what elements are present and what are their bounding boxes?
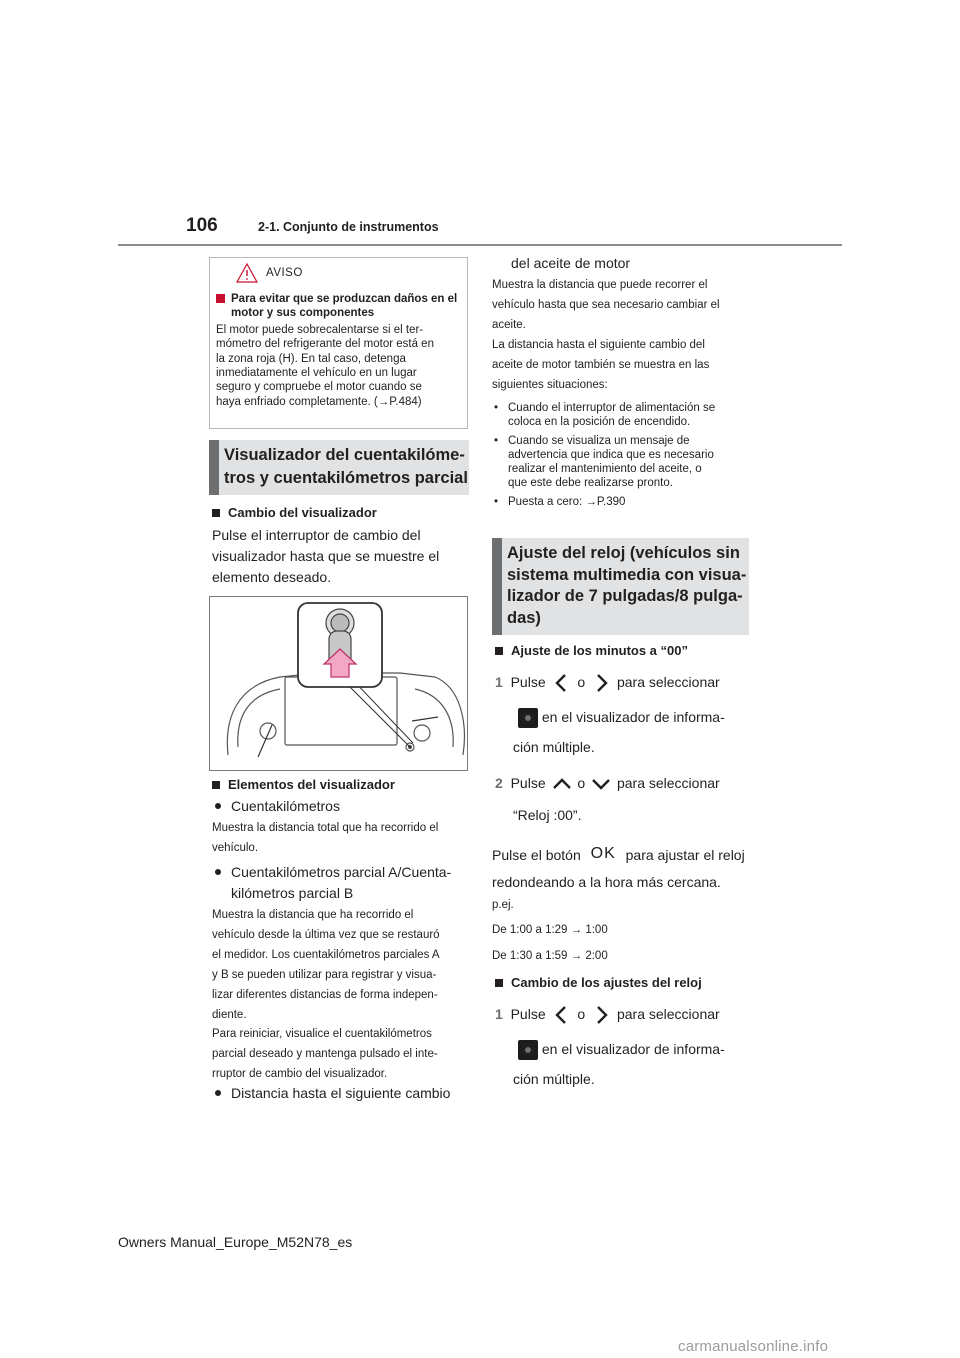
heading-display-items: Elementos del visualizador [212, 777, 395, 792]
footer-doc-id: Owners Manual_Europe_M52N78_es [118, 1234, 353, 1250]
sub-bullet: • Cuando el interruptor de alimentación se coloca en la posición de encendido. [494, 402, 716, 428]
header-rule [118, 244, 842, 246]
step-1-line2: en el visualizador de informa- [518, 707, 725, 728]
warning-triangle-icon [236, 263, 258, 283]
settings-gear-icon [518, 708, 538, 728]
oil-sub-bullets [492, 401, 754, 509]
step-3-line2: en el visualizador de informa- [518, 1039, 725, 1060]
warning-box [209, 257, 468, 429]
ok-instruction-line2: redondeando a la hora más cercana. [492, 874, 721, 890]
odometer-text: Muestra la distancia total que ha recorrido el vehículo. [212, 822, 439, 854]
bullet-distance-oil: Distancia hasta el siguiente cambio [212, 1083, 450, 1104]
red-square-icon [216, 294, 225, 303]
ok-instruction: Pulse el botón OK para ajustar el reloj [492, 845, 745, 863]
example-label: p.ej. [492, 899, 514, 911]
step-1: 1 Pulse o para seleccionar [495, 672, 720, 694]
step-3: 1 Pulse o para seleccionar [495, 1004, 720, 1026]
step-2-line2: “Reloj :00”. [513, 807, 582, 823]
chevron-down-icon [589, 773, 613, 795]
watermark: carmanualsonline.info [678, 1338, 829, 1355]
chevron-up-icon [550, 773, 574, 795]
sub-bullet: • Cuando se visualiza un mensaje de advertencia que indica que es necesario realizar el mantenimiento del aceite, o que este debe realizarse pronto. [494, 435, 714, 489]
heading-change-display: Cambio del visualizador [212, 505, 377, 520]
change-display-text: Pulse el interruptor de cambio del visualizador hasta que se muestre el elemento deseado. [212, 527, 440, 585]
instrument-cluster-figure [209, 596, 468, 771]
warning-header [210, 258, 467, 288]
oil-text: Muestra la distancia que puede recorrer el vehículo hasta que sea necesario cambiar el aceite. La distancia hasta el siguiente cambio del aceite de motor también se muestra en las siguientes situaciones: [492, 279, 720, 391]
reset-text: Para reiniciar, visualice el cuentakilómetros parcial deseado y mantenga pulsado el inte- rruptor de cambio del visualizador. [212, 1028, 438, 1080]
step-3-line3: ción múltiple. [513, 1071, 595, 1087]
warning-title: AVISO [266, 267, 303, 279]
step-2: 2 Pulse o para seleccionar [495, 773, 720, 795]
chevron-right-icon [589, 672, 613, 694]
chevron-left-icon [550, 1004, 574, 1026]
section-heading-odometer: Visualizador del cuentakilóme- tros y cuentakilómetros parcial [209, 440, 469, 495]
chevron-right-icon [589, 1004, 613, 1026]
example-2: De 1:30 a 1:59 → 2:00 [492, 950, 608, 962]
trip-meter-text: Muestra la distancia que ha recorrido el vehículo desde la última vez que se restauró el medidor. Los cuentakilómetros parciales A y B se pueden utilizar para registrar y visua- lizar diferentes distancias de forma indepen- diente. [212, 909, 440, 1021]
settings-gear-icon [518, 1040, 538, 1060]
chevron-left-icon [550, 672, 574, 694]
cluster-illustration [210, 597, 467, 770]
example-1: De 1:00 a 1:29 → 1:00 [492, 924, 608, 936]
bullet-trip-meter: Cuentakilómetros parcial A/Cuenta- kilómetros parcial B [212, 862, 451, 904]
bullet-odometer: Cuentakilómetros [212, 796, 340, 817]
oil-continuation: del aceite de motor [511, 255, 631, 271]
section-heading-clock: Ajuste del reloj (vehículos sin sistema multimedia con visua- lizador de 7 pulgadas/8 pulga- das) [492, 538, 749, 635]
section-title: 2-1. Conjunto de instrumentos [258, 220, 439, 234]
heading-minutes: Ajuste de los minutos a “00” [495, 643, 688, 658]
page-number: 106 [186, 215, 218, 236]
ok-button-icon: OK [590, 845, 616, 862]
step-1-line3: ción múltiple. [513, 739, 595, 755]
warning-text: El motor puede sobrecalentarse si el ter- mómetro del refrigerante del motor está en la zona roja (H). En tal caso, detenga inmediatamente el vehículo en un lugar seguro y compruebe el motor cuando se haya enfriado completamente. (→P.484) [216, 323, 434, 408]
sub-bullet: • Puesta a cero: →P.390 [494, 496, 626, 508]
warning-heading: Para evitar que se produzcan daños en el motor y sus componentes [216, 292, 464, 321]
heading-change-clock: Cambio de los ajustes del reloj [495, 975, 702, 990]
